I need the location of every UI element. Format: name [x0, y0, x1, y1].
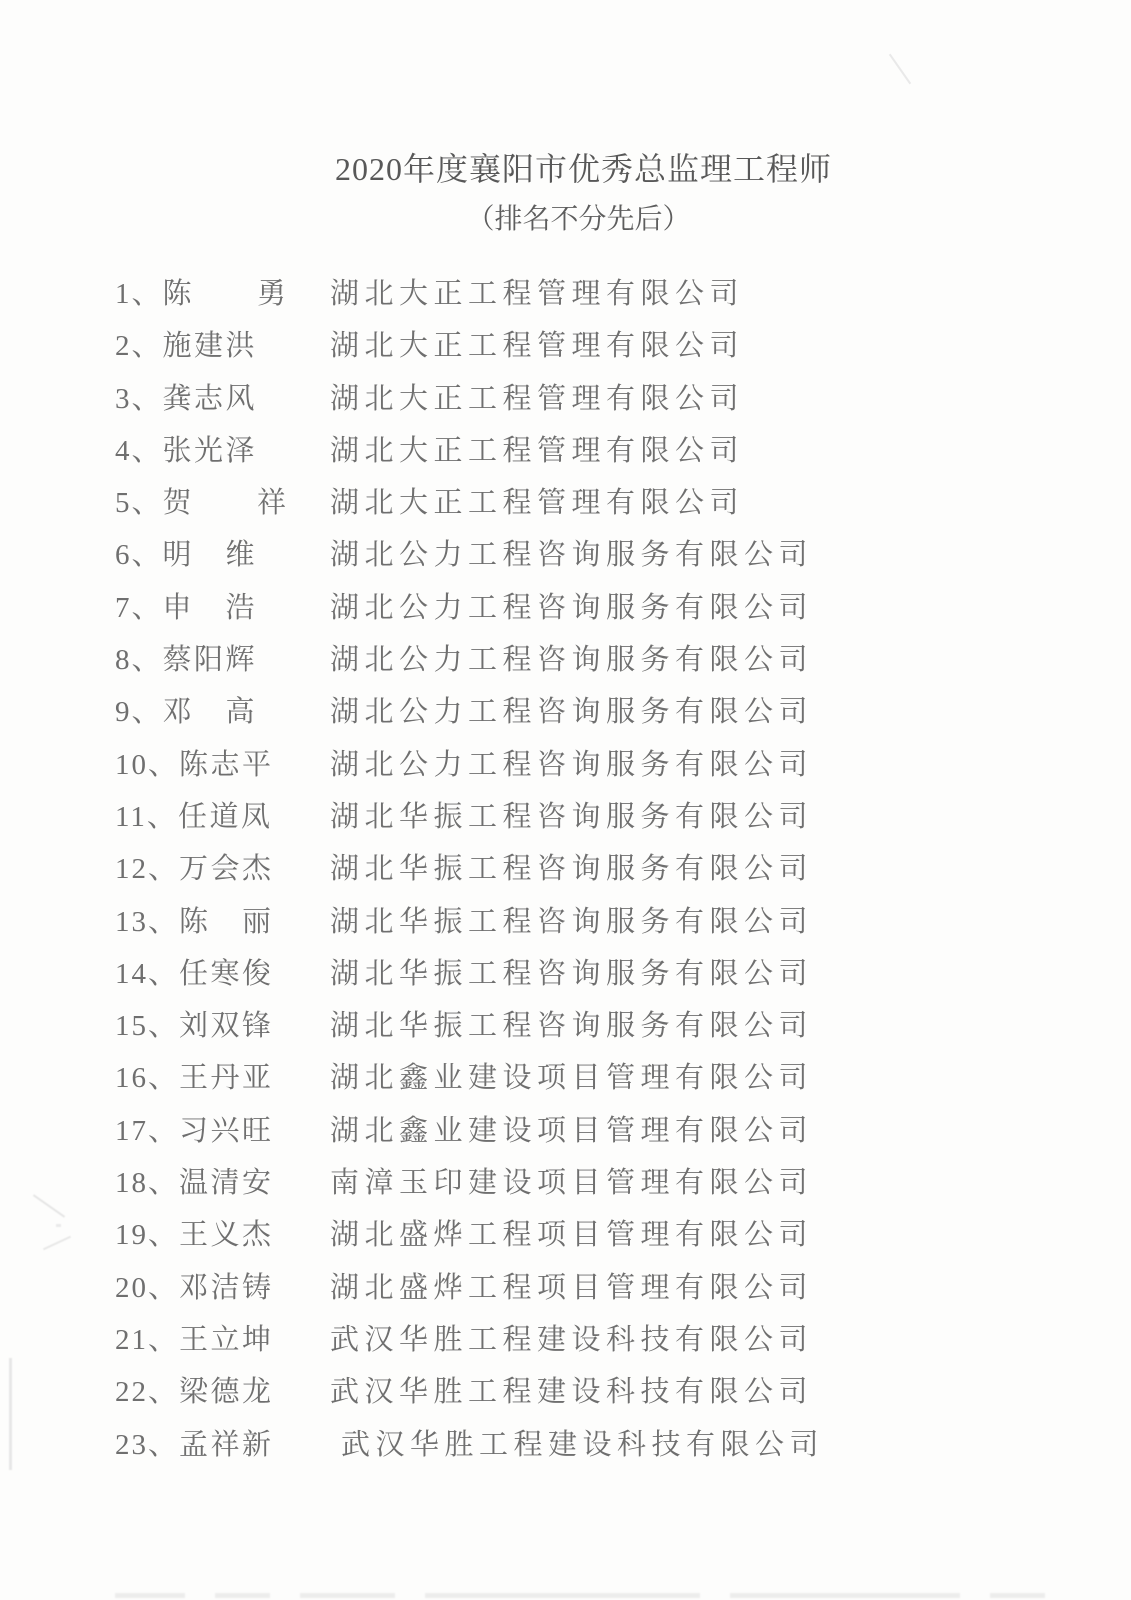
list-item: [115, 1419, 1131, 1471]
entry-company: 湖北大正工程管理有限公司: [330, 330, 745, 363]
entry-name: 任道凤: [177, 800, 273, 833]
entry-company: 武汉华胜工程建设科技有限公司: [330, 1323, 814, 1356]
entry-name: 王立坤: [179, 1323, 274, 1356]
entry-company: 湖北华振工程咨询服务有限公司: [330, 800, 814, 833]
list-item: [115, 1262, 1131, 1314]
entry-number: 22、: [115, 1376, 180, 1409]
entry-number: 3、: [115, 382, 163, 415]
list-item: [115, 739, 1131, 791]
entry-company: 湖北公力工程咨询服务有限公司: [330, 644, 814, 677]
entry-number: 23、: [115, 1428, 180, 1461]
entry-number: 14、: [115, 957, 180, 990]
scan-artifact: [33, 1194, 65, 1217]
entry-name: 张光泽: [162, 434, 258, 467]
cutoff-text-artifact: [990, 1593, 1045, 1598]
scan-artifact: [889, 54, 911, 85]
entry-number: 9、: [115, 696, 163, 729]
entry-company: 湖北华振工程咨询服务有限公司: [330, 957, 814, 990]
entry-company: 南漳玉印建设项目管理有限公司: [330, 1167, 814, 1200]
list-item: [115, 582, 1131, 634]
entry-number: 20、: [115, 1271, 180, 1304]
entry-company: 湖北大正工程管理有限公司: [330, 487, 745, 520]
entry-name: 邓洁铸: [179, 1271, 274, 1304]
entry-number: 10、: [115, 748, 180, 781]
list-item: [115, 1157, 1131, 1209]
list-item: [115, 320, 1131, 372]
entry-name: 万会杰: [179, 853, 274, 886]
cutoff-text-artifact: [730, 1593, 960, 1598]
list-item: [115, 686, 1131, 738]
entry-number: 16、: [115, 1062, 180, 1095]
entry-name: 施建洪: [162, 330, 258, 363]
scan-artifact: [43, 1236, 71, 1250]
entry-name: 习兴旺: [179, 1114, 274, 1147]
scan-artifact: [56, 1224, 61, 1227]
entry-company: 湖北鑫业建设项目管理有限公司: [330, 1114, 814, 1147]
entry-name: 陈志平: [179, 748, 274, 781]
entry-number: 8、: [115, 644, 163, 677]
entry-company: 武汉华胜工程建设科技有限公司: [341, 1428, 825, 1461]
entry-number: 2、: [115, 330, 163, 363]
entry-company: 湖北公力工程咨询服务有限公司: [330, 748, 814, 781]
entry-company: 湖北公力工程咨询服务有限公司: [330, 696, 814, 729]
list-item: [115, 1105, 1131, 1157]
entry-name: 贺 祥: [162, 487, 289, 520]
entry-company: 武汉华胜工程建设科技有限公司: [330, 1376, 814, 1409]
list-item: [115, 1000, 1131, 1052]
entry-company: 湖北华振工程咨询服务有限公司: [330, 905, 814, 938]
entry-name: 温清安: [179, 1167, 274, 1200]
list-item: [115, 373, 1131, 425]
engineer-list: [115, 268, 1131, 1471]
cutoff-text-artifact: [115, 1593, 185, 1598]
entry-number: 21、: [115, 1323, 180, 1356]
entry-name: 陈 勇: [162, 278, 289, 310]
entry-number: 4、: [115, 434, 163, 467]
list-item: [115, 948, 1131, 1000]
entry-name: 王丹亚: [179, 1062, 274, 1095]
list-item: [115, 477, 1131, 529]
entry-number: 1、: [115, 278, 163, 310]
entry-company: 湖北大正工程管理有限公司: [330, 382, 745, 415]
scan-artifact: [9, 1358, 12, 1470]
entry-company: 湖北华振工程咨询服务有限公司: [330, 1010, 814, 1043]
entry-name: 王义杰: [179, 1219, 274, 1252]
entry-number: 17、: [115, 1114, 180, 1147]
cutoff-text-artifact: [300, 1593, 395, 1598]
cutoff-text-artifact: [425, 1593, 700, 1598]
entry-number: 7、: [115, 591, 163, 624]
list-item: [115, 1209, 1131, 1261]
entry-number: 6、: [115, 539, 163, 572]
list-item: [115, 529, 1131, 581]
entry-number: 19、: [115, 1219, 180, 1252]
entry-number: 12、: [115, 853, 180, 886]
cutoff-text-artifact: [215, 1593, 270, 1598]
entry-name: 梁德龙: [179, 1376, 274, 1409]
entry-company: 湖北盛烨工程项目管理有限公司: [330, 1219, 814, 1252]
entry-number: 13、: [115, 905, 180, 938]
list-item: [115, 268, 1131, 320]
entry-number: 15、: [115, 1010, 180, 1043]
list-item: [115, 634, 1131, 686]
list-item: [115, 1052, 1131, 1104]
entry-name: 申 浩: [162, 591, 258, 624]
entry-name: 邓 高: [162, 696, 258, 729]
entry-name: 任寒俊: [179, 957, 274, 990]
entry-name: 龚志风: [162, 382, 258, 415]
entry-number: 18、: [115, 1167, 180, 1200]
entry-name: 蔡阳辉: [162, 644, 258, 677]
entry-company: 湖北公力工程咨询服务有限公司: [330, 539, 814, 572]
list-item: [115, 1366, 1131, 1418]
entry-name: 刘双锋: [179, 1010, 274, 1043]
entry-company: 湖北公力工程咨询服务有限公司: [330, 591, 814, 624]
entry-company: 湖北鑫业建设项目管理有限公司: [330, 1062, 814, 1095]
list-item: [115, 791, 1131, 843]
entry-company: 湖北盛烨工程项目管理有限公司: [330, 1271, 814, 1304]
list-item: [115, 425, 1131, 477]
list-item: [115, 1314, 1131, 1366]
entry-number: 11、: [115, 800, 178, 833]
page-subtitle: （排名不分先后）: [466, 204, 691, 235]
entry-name: 陈 丽: [179, 905, 274, 938]
list-item: [115, 896, 1131, 948]
entry-company: 湖北大正工程管理有限公司: [330, 278, 745, 310]
entry-company: 湖北华振工程咨询服务有限公司: [330, 853, 814, 886]
entry-company: 湖北大正工程管理有限公司: [330, 434, 745, 467]
entry-number: 5、: [115, 487, 163, 520]
entry-name: 明 维: [162, 539, 258, 572]
entry-name: 孟祥新: [179, 1428, 274, 1461]
list-item: [115, 843, 1131, 895]
page-title: 2020年度襄阳市优秀总监理工程师: [334, 151, 832, 187]
